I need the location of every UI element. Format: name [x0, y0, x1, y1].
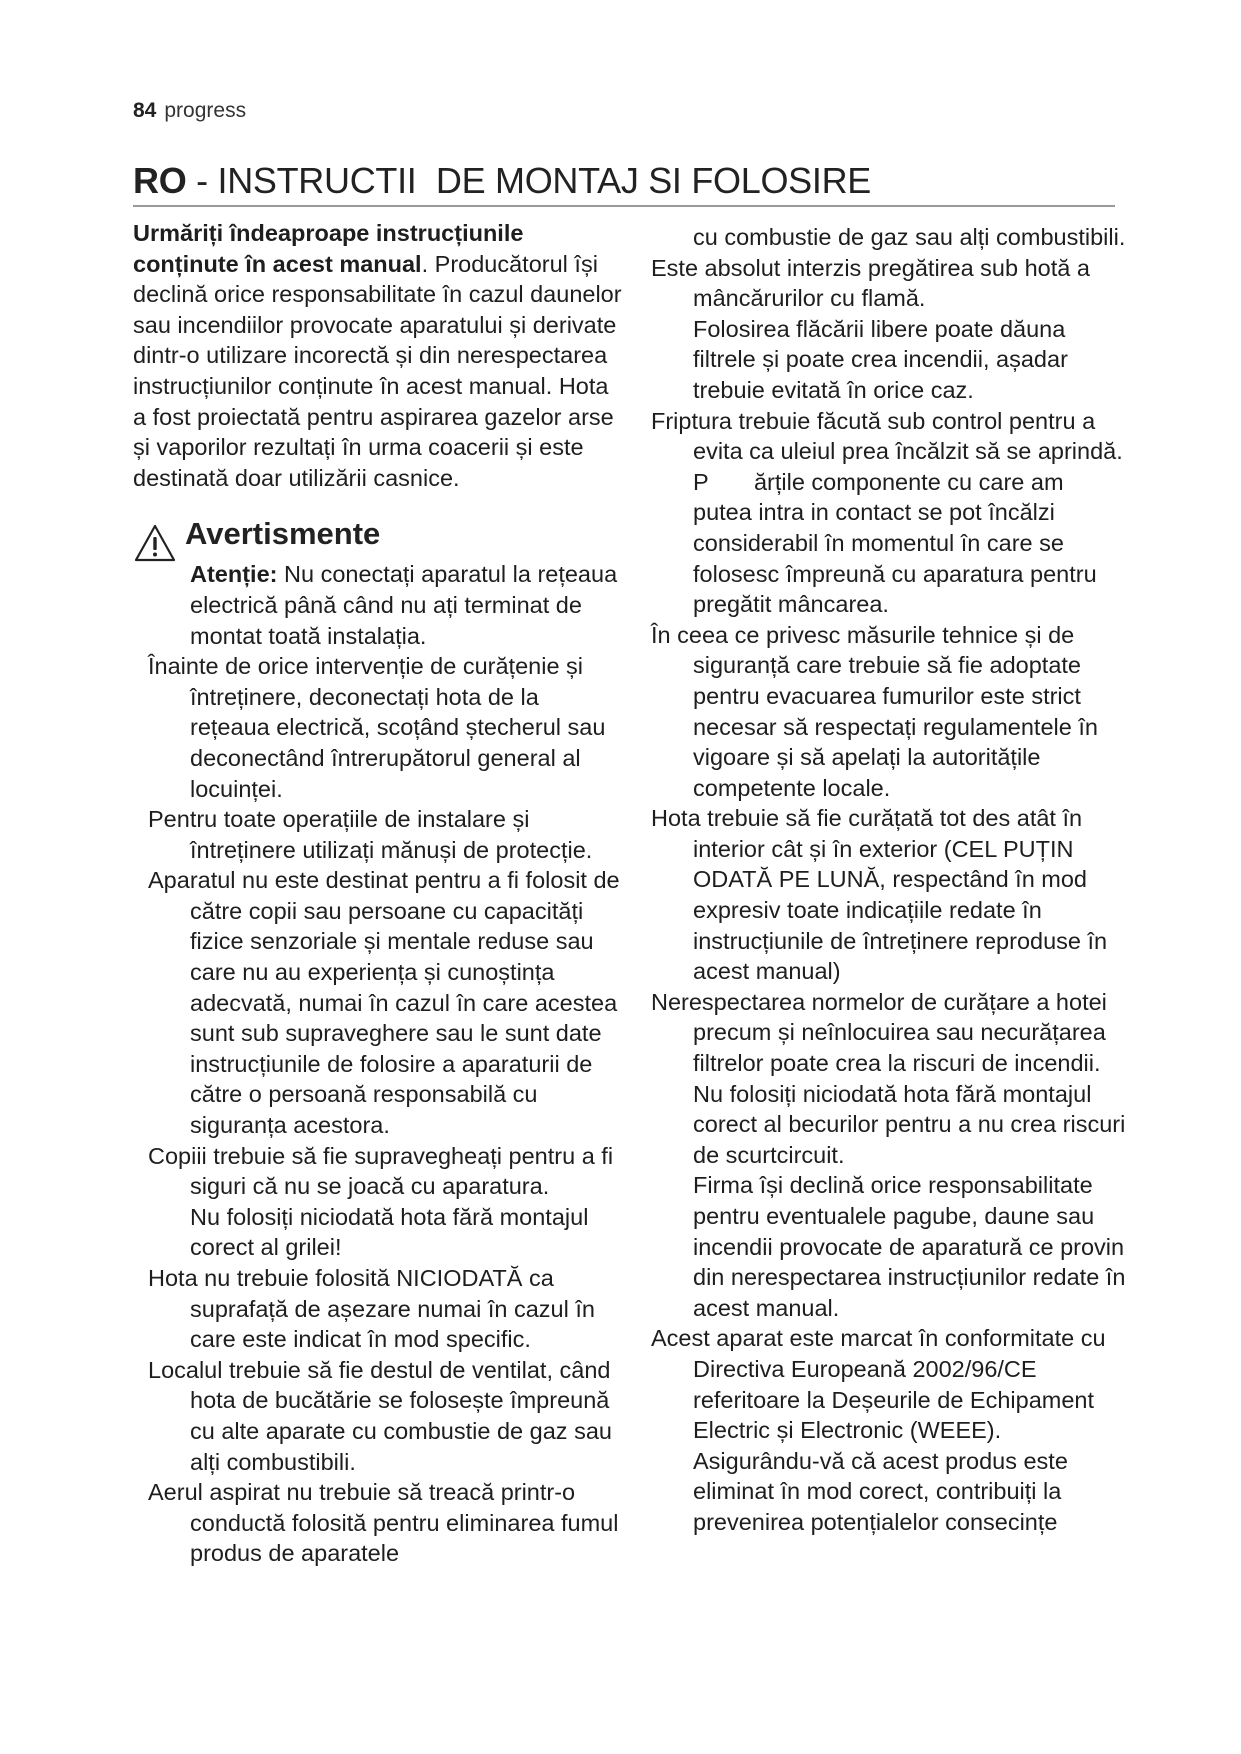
page-title [133, 160, 871, 202]
list-item: Aparatul nu este destinat pentru a fi folosit de către copii sau persoane cu capacități fizice senzoriale și mentale reduse sau care nu au experiența și cunoștința adecvată, numai în cazul în care acestea sunt sub supraveghere sau le sunt date instrucțiunile de folosire a aparaturii de către o persoană responsabilă cu siguranța acestora. [148, 867, 620, 1139]
list-item: Acest aparat este marcat în conformitate cu Directiva Europeană 2002/96/CE referitoare la Deșeurile de Echipament Electric și Electronic (WEEE). [651, 1325, 1106, 1444]
intro-bold: Urmăriți îndeaproape instrucțiunile conținute în acest manual [133, 220, 524, 277]
attention-text: Nu conectați aparatul la rețeaua electrică până când nu ați terminat de montat toată instalația. [190, 561, 618, 649]
list-continuation: Folosirea flăcării libere poate dăuna filtrele și poate crea incendii, așadar trebuie evitată în orice caz. [693, 315, 1068, 403]
list-item: În ceea ce privesc măsurile tehnice și de siguranță care trebuie să fie adoptate pentru evacuarea fumurilor este strict necesar să respectați regulamentele în vigoare și să apelați la autoritățile competente locale. [651, 621, 1098, 801]
list-item: Friptura trebuie făcută sub control pentru a evita ca uleiul prea încălzit să se aprindă. [651, 407, 1123, 465]
list-item: Pentru toate operațiile de instalare și întreținere utilizați mănuși de protecție. [148, 806, 593, 863]
list-continuation: Nu folosiți niciodată hota fără montajul corect al becurilor pentru a nu crea riscuri de scurtcircuit. [693, 1080, 1126, 1168]
brand-name: progress [164, 99, 247, 122]
list-continuation: Nu folosiți niciodată hota fără montajul corect al grilei! [190, 1203, 589, 1261]
list-item: Copiii trebuie să fie supravegheați pentru a fi siguri că nu se joacă cu aparatura. [148, 1142, 614, 1200]
language-code: RO [133, 160, 187, 201]
right-column [651, 222, 1126, 1538]
intro-rest: . Producătorul își declină orice responsabilitate în cazul daunelor sau incendiilor provocate aparatului și derivate dintr-o utilizare incorectă și din nerespectarea instrucțiunilor conținute în acest manual. Hota a fost proiectată pentru aspirarea gazelor arse și vaporilor rezultați în urma coacerii și este destinată doar utilizării casnice. [133, 250, 622, 491]
list-continuation: Firma își declină orice responsabilitate pentru eventualele pagube, daune sau incendii provocate de aparatură ce provin din nerespectarea instrucțiunilor redate în acest manual. [693, 1172, 1126, 1321]
page-number: 84 [133, 99, 157, 122]
title-text: - INSTRUCTII DE MONTAJ SI FOLOSIRE [186, 160, 871, 201]
attention-paragraph [133, 559, 623, 651]
title-divider [133, 205, 1115, 207]
list-item: Hota trebuie să fie curățată tot des atât în interior cât și în exterior (CEL PUȚIN ODATĂ PE LUNĂ, respectând în mod expresiv toate indicațiile redate în instrucțiunile de întreținere reproduse în acest manual) [651, 805, 1108, 985]
list-item: Aerul aspirat nu trebuie să treacă printr-o conductă folosită pentru eliminarea fumul produs de aparatele [148, 1479, 619, 1567]
left-column [133, 218, 623, 1569]
page-header [133, 99, 246, 123]
list-item: Localul trebuie să fie destul de ventilat, când hota de bucătărie se folosește împreună cu alte aparate cu combustie de gaz sau alți combustibili. [148, 1356, 612, 1475]
list-item: Înainte de orice intervenție de curățenie și întreținere, deconectați hota de la rețeaua electrică, scoțând ștecherul sau deconectând întrerupătorul general al locuinței. [148, 653, 606, 802]
list-continuation: cu combustie de gaz sau alți combustibili. [693, 224, 1126, 250]
warnings-title: Avertismente [185, 516, 381, 552]
list-item: Nerespectarea normelor de curățare a hotei precum și neînlocuirea sau necurățarea filtrelor poate crea la riscuri de incendii. [651, 988, 1107, 1077]
attention-label: Atenție: [190, 561, 278, 588]
warnings-heading [133, 516, 623, 559]
intro-paragraph [133, 218, 623, 493]
list-continuation: P ărțile componente cu care am putea intra in contact se pot încălzi considerabil în momentul în care se folosesc împreună cu aparatura pentru pregătit mâncarea. [693, 468, 1104, 618]
warning-triangle-icon [133, 523, 177, 563]
list-continuation: Asigurându-vă că acest produs este eliminat în mod corect, contribuiți la prevenirea potențialelor consecințe [693, 1447, 1068, 1535]
list-item: Hota nu trebuie folosită NICIODATĂ ca suprafață de așezare numai în cazul în care este indicat în mod specific. [148, 1265, 595, 1353]
list-item: Este absolut interzis pregătirea sub hotă a mâncărurilor cu flamă. [651, 254, 1090, 312]
